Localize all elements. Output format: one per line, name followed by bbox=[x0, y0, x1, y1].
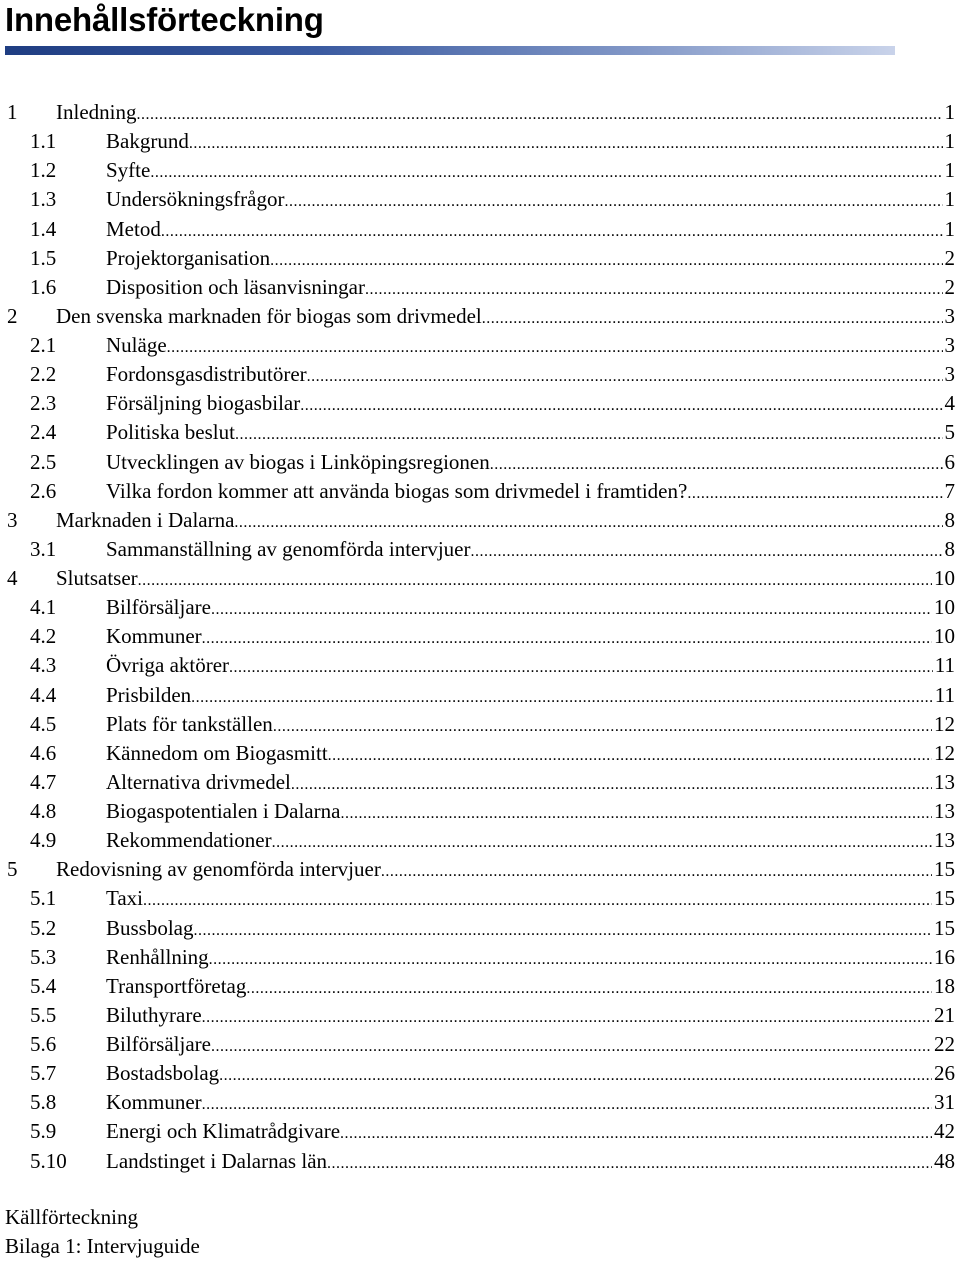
dot-leader bbox=[471, 535, 943, 566]
toc-entry[interactable] bbox=[0, 1117, 960, 1146]
toc-entry[interactable] bbox=[0, 331, 960, 360]
toc-entry-page-number: 5 bbox=[944, 420, 955, 445]
toc-entry-page-number: 6 bbox=[944, 449, 955, 474]
toc-entry-number: 5.3 bbox=[30, 944, 57, 969]
dot-leader bbox=[234, 506, 942, 537]
toc-entry[interactable] bbox=[0, 389, 960, 418]
dot-leader bbox=[328, 739, 932, 770]
toc-entry-number: 4.4 bbox=[30, 682, 57, 707]
dot-leader bbox=[284, 185, 942, 216]
dot-leader bbox=[209, 943, 932, 974]
toc-entry[interactable] bbox=[0, 972, 960, 1001]
toc-entry-number: 2.2 bbox=[30, 362, 57, 387]
dot-leader bbox=[202, 1001, 932, 1032]
toc-entry-page-number: 15 bbox=[934, 886, 955, 911]
toc-entry-page-number: 48 bbox=[934, 1148, 955, 1173]
toc-entry-number: 1.2 bbox=[30, 158, 57, 183]
toc-entry-page-number: 1 bbox=[944, 129, 955, 154]
toc-entry-page-number: 3 bbox=[944, 303, 955, 328]
toc-entry-title: Undersökningsfrågor bbox=[106, 187, 285, 212]
toc-entry-page-number: 1 bbox=[944, 100, 955, 124]
toc-entry-title: Renhållning bbox=[106, 944, 209, 969]
toc-entry-title: Marknaden i Dalarna bbox=[56, 507, 235, 532]
toc-entry-title: Bussbolag bbox=[106, 915, 194, 940]
toc-entry-number: 2.6 bbox=[30, 478, 57, 503]
back-matter bbox=[5, 1203, 200, 1261]
toc-entry-page-number: 2 bbox=[944, 245, 955, 270]
dot-leader bbox=[482, 302, 943, 333]
toc-entry-page-number: 15 bbox=[934, 915, 955, 940]
toc-entry[interactable] bbox=[0, 418, 960, 447]
toc-entry[interactable] bbox=[0, 244, 960, 273]
toc-entry-page-number: 42 bbox=[934, 1119, 955, 1144]
dot-leader bbox=[272, 826, 932, 857]
dot-leader bbox=[687, 477, 942, 508]
toc-entry-page-number: 2 bbox=[944, 274, 955, 299]
dot-leader bbox=[202, 1088, 932, 1119]
toc-entry-page-number: 16 bbox=[934, 944, 955, 969]
toc-entry-number: 5.9 bbox=[30, 1119, 57, 1144]
appendix-heading[interactable]: Bilaga 1: Intervjuguide bbox=[5, 1234, 200, 1258]
dot-leader bbox=[490, 448, 943, 479]
toc-entry-title: Politiska beslut bbox=[106, 420, 235, 445]
toc-entry-number: 4.7 bbox=[30, 769, 57, 794]
dot-leader bbox=[150, 156, 942, 187]
toc-entry-number: 5.8 bbox=[30, 1090, 57, 1115]
toc-entry[interactable] bbox=[0, 448, 960, 477]
toc-entry-number: 4 bbox=[7, 566, 18, 590]
toc-entry-number: 5.1 bbox=[30, 886, 57, 911]
toc-entry-page-number: 1 bbox=[944, 158, 955, 183]
toc-entry[interactable] bbox=[0, 1030, 960, 1059]
dot-leader bbox=[194, 914, 932, 945]
toc-entry-title: Den svenska marknaden för biogas som drivmedel bbox=[56, 303, 482, 328]
toc-entry[interactable] bbox=[0, 593, 960, 622]
toc-entry-page-number: 12 bbox=[934, 740, 955, 765]
toc-entry-title: Övriga aktörer bbox=[106, 653, 230, 678]
toc-entry[interactable] bbox=[0, 477, 960, 506]
dot-leader bbox=[211, 1030, 932, 1061]
toc-entry[interactable] bbox=[0, 826, 960, 855]
toc-entry-page-number: 10 bbox=[934, 595, 955, 620]
toc-entry-title: Alternativa drivmedel bbox=[106, 769, 291, 794]
dot-leader bbox=[270, 244, 942, 275]
toc-entry-title: Nuläge bbox=[106, 333, 167, 357]
dot-leader bbox=[211, 593, 932, 624]
table-of-contents bbox=[0, 98, 960, 1176]
toc-entry[interactable] bbox=[0, 506, 960, 535]
toc-entry-number: 4.3 bbox=[30, 653, 57, 678]
toc-entry-page-number: 31 bbox=[934, 1090, 955, 1115]
dot-leader bbox=[235, 418, 943, 449]
toc-entry-page-number: 22 bbox=[934, 1032, 955, 1056]
toc-entry[interactable] bbox=[0, 855, 960, 884]
toc-entry-page-number: 21 bbox=[934, 1002, 955, 1027]
toc-entry-page-number: 3 bbox=[944, 333, 955, 357]
toc-entry[interactable] bbox=[0, 1147, 960, 1176]
toc-entry-number: 5.6 bbox=[30, 1032, 57, 1056]
dot-leader bbox=[300, 389, 942, 420]
toc-entry[interactable] bbox=[0, 943, 960, 972]
toc-entry-number: 3 bbox=[7, 507, 18, 532]
toc-entry-title: Redovisning av genomförda intervjuer bbox=[56, 857, 381, 882]
toc-entry[interactable] bbox=[0, 681, 960, 710]
toc-entry[interactable] bbox=[0, 302, 960, 331]
toc-entry-title: Transportföretag bbox=[106, 973, 247, 998]
toc-entry-number: 4.5 bbox=[30, 711, 57, 736]
toc-entry-number: 4.9 bbox=[30, 828, 57, 853]
toc-entry-title: Syfte bbox=[106, 158, 151, 183]
toc-entry-title: Metod bbox=[106, 216, 161, 241]
toc-entry-page-number: 11 bbox=[934, 682, 955, 707]
toc-entry-number: 1.5 bbox=[30, 245, 57, 270]
toc-entry-title: Energi och Klimatrådgivare bbox=[106, 1119, 341, 1144]
page-title: Innehållsförteckning bbox=[5, 1, 324, 38]
toc-entry[interactable] bbox=[0, 156, 960, 185]
toc-entry-title: Bilförsäljare bbox=[106, 1032, 211, 1056]
dot-leader bbox=[189, 127, 943, 158]
dot-leader bbox=[161, 215, 943, 246]
toc-entry-page-number: 15 bbox=[934, 857, 955, 882]
dot-leader bbox=[136, 98, 942, 129]
toc-entry-number: 5.2 bbox=[30, 915, 57, 940]
toc-entry-page-number: 13 bbox=[934, 769, 955, 794]
toc-entry-title: Sammanställning av genomförda intervjuer bbox=[106, 536, 471, 561]
toc-entry-title: Landstinget i Dalarnas län bbox=[106, 1148, 328, 1173]
dot-leader bbox=[381, 855, 932, 886]
toc-entry-title: Prisbilden bbox=[106, 682, 192, 707]
toc-entry[interactable] bbox=[0, 185, 960, 214]
toc-entry[interactable] bbox=[0, 564, 960, 593]
dot-leader bbox=[229, 651, 933, 682]
toc-entry[interactable] bbox=[0, 98, 960, 127]
toc-entry-title: Biluthyrare bbox=[106, 1002, 202, 1027]
title-underline-bar bbox=[5, 46, 895, 55]
toc-entry-title: Bakgrund bbox=[106, 129, 189, 154]
dot-leader bbox=[167, 331, 943, 362]
toc-entry[interactable] bbox=[0, 273, 960, 302]
toc-entry-page-number: 13 bbox=[934, 828, 955, 853]
toc-entry-number: 1.3 bbox=[30, 187, 57, 212]
toc-entry-title: Utvecklingen av biogas i Linköpingsregionen bbox=[106, 449, 490, 474]
toc-entry-title: Fordonsgasdistributörer bbox=[106, 362, 307, 387]
dot-leader bbox=[307, 360, 943, 391]
toc-entry-number: 1.4 bbox=[30, 216, 57, 241]
toc-entry-number: 5.10 bbox=[30, 1148, 67, 1173]
dot-leader bbox=[143, 884, 932, 915]
toc-entry-page-number: 11 bbox=[934, 653, 955, 678]
dot-leader bbox=[219, 1059, 932, 1090]
toc-entry[interactable] bbox=[0, 215, 960, 244]
toc-entry-page-number: 13 bbox=[934, 799, 955, 823]
dot-leader bbox=[246, 972, 932, 1003]
toc-entry-number: 5.7 bbox=[30, 1061, 57, 1086]
toc-entry-page-number: 8 bbox=[944, 536, 955, 561]
toc-entry-title: Inledning bbox=[56, 100, 137, 124]
toc-entry[interactable] bbox=[0, 797, 960, 826]
dot-leader bbox=[340, 797, 932, 828]
toc-entry[interactable] bbox=[0, 622, 960, 651]
toc-entry-number: 5.5 bbox=[30, 1002, 57, 1027]
toc-entry-page-number: 7 bbox=[944, 478, 955, 503]
toc-entry[interactable] bbox=[0, 127, 960, 156]
toc-entry[interactable] bbox=[0, 710, 960, 739]
toc-entry-number: 4.8 bbox=[30, 799, 57, 823]
toc-entry-page-number: 3 bbox=[944, 362, 955, 387]
toc-entry-page-number: 10 bbox=[934, 624, 955, 649]
toc-entry[interactable] bbox=[0, 1088, 960, 1117]
toc-entry-number: 2.3 bbox=[30, 391, 57, 416]
toc-entry[interactable] bbox=[0, 1001, 960, 1030]
toc-entry-title: Projektorganisation bbox=[106, 245, 271, 270]
toc-entry-title: Taxi bbox=[106, 886, 144, 911]
toc-entry-number: 1.6 bbox=[30, 274, 57, 299]
toc-entry-page-number: 18 bbox=[934, 973, 955, 998]
dot-leader bbox=[327, 1147, 932, 1178]
dot-leader bbox=[202, 622, 932, 653]
toc-entry-title: Plats för tankställen bbox=[106, 711, 273, 736]
toc-entry[interactable] bbox=[0, 914, 960, 943]
references-heading[interactable]: Källförteckning bbox=[5, 1205, 138, 1229]
toc-entry-title: Biogaspotentialen i Dalarna bbox=[106, 799, 341, 823]
dot-leader bbox=[365, 273, 943, 304]
toc-entry[interactable] bbox=[0, 535, 960, 564]
toc-entry[interactable] bbox=[0, 360, 960, 389]
toc-entry-page-number: 12 bbox=[934, 711, 955, 736]
dot-leader bbox=[138, 564, 932, 595]
toc-entry-title: Kommuner bbox=[106, 1090, 202, 1115]
toc-entry-page-number: 1 bbox=[944, 187, 955, 212]
toc-entry-number: 1 bbox=[7, 100, 18, 124]
dot-leader bbox=[191, 681, 933, 712]
toc-entry-number: 1.1 bbox=[30, 129, 57, 154]
toc-entry-title: Bilförsäljare bbox=[106, 595, 211, 620]
toc-entry-page-number: 4 bbox=[944, 391, 955, 416]
toc-entry-number: 2.1 bbox=[30, 333, 57, 357]
toc-entry-number: 4.1 bbox=[30, 595, 57, 620]
toc-entry-title: Rekommendationer bbox=[106, 828, 272, 853]
toc-entry-page-number: 26 bbox=[934, 1061, 955, 1086]
toc-entry-number: 2.5 bbox=[30, 449, 57, 474]
toc-entry-number: 2 bbox=[7, 303, 18, 328]
toc-entry-title: Slutsatser bbox=[56, 566, 138, 590]
toc-entry-number: 5 bbox=[7, 857, 18, 882]
toc-entry[interactable] bbox=[0, 651, 960, 680]
toc-entry-title: Vilka fordon kommer att använda biogas som drivmedel i framtiden? bbox=[106, 478, 688, 503]
toc-entry-page-number: 1 bbox=[944, 216, 955, 241]
dot-leader bbox=[273, 710, 932, 741]
toc-entry[interactable] bbox=[0, 1059, 960, 1088]
toc-entry-number: 2.4 bbox=[30, 420, 57, 445]
toc-entry-number: 4.2 bbox=[30, 624, 57, 649]
toc-entry-number: 3.1 bbox=[30, 536, 57, 561]
dot-leader bbox=[340, 1117, 932, 1148]
toc-entry[interactable] bbox=[0, 884, 960, 913]
dot-leader bbox=[291, 768, 932, 799]
toc-entry-title: Bostadsbolag bbox=[106, 1061, 220, 1086]
toc-entry-title: Kännedom om Biogasmitt bbox=[106, 740, 328, 765]
toc-entry-page-number: 8 bbox=[944, 507, 955, 532]
toc-entry-number: 5.4 bbox=[30, 973, 57, 998]
toc-entry[interactable] bbox=[0, 768, 960, 797]
toc-entry[interactable] bbox=[0, 739, 960, 768]
toc-entry-page-number: 10 bbox=[934, 566, 955, 590]
toc-entry-title: Disposition och läsanvisningar bbox=[106, 274, 365, 299]
toc-entry-number: 4.6 bbox=[30, 740, 57, 765]
toc-entry-title: Försäljning biogasbilar bbox=[106, 391, 301, 416]
toc-entry-title: Kommuner bbox=[106, 624, 202, 649]
